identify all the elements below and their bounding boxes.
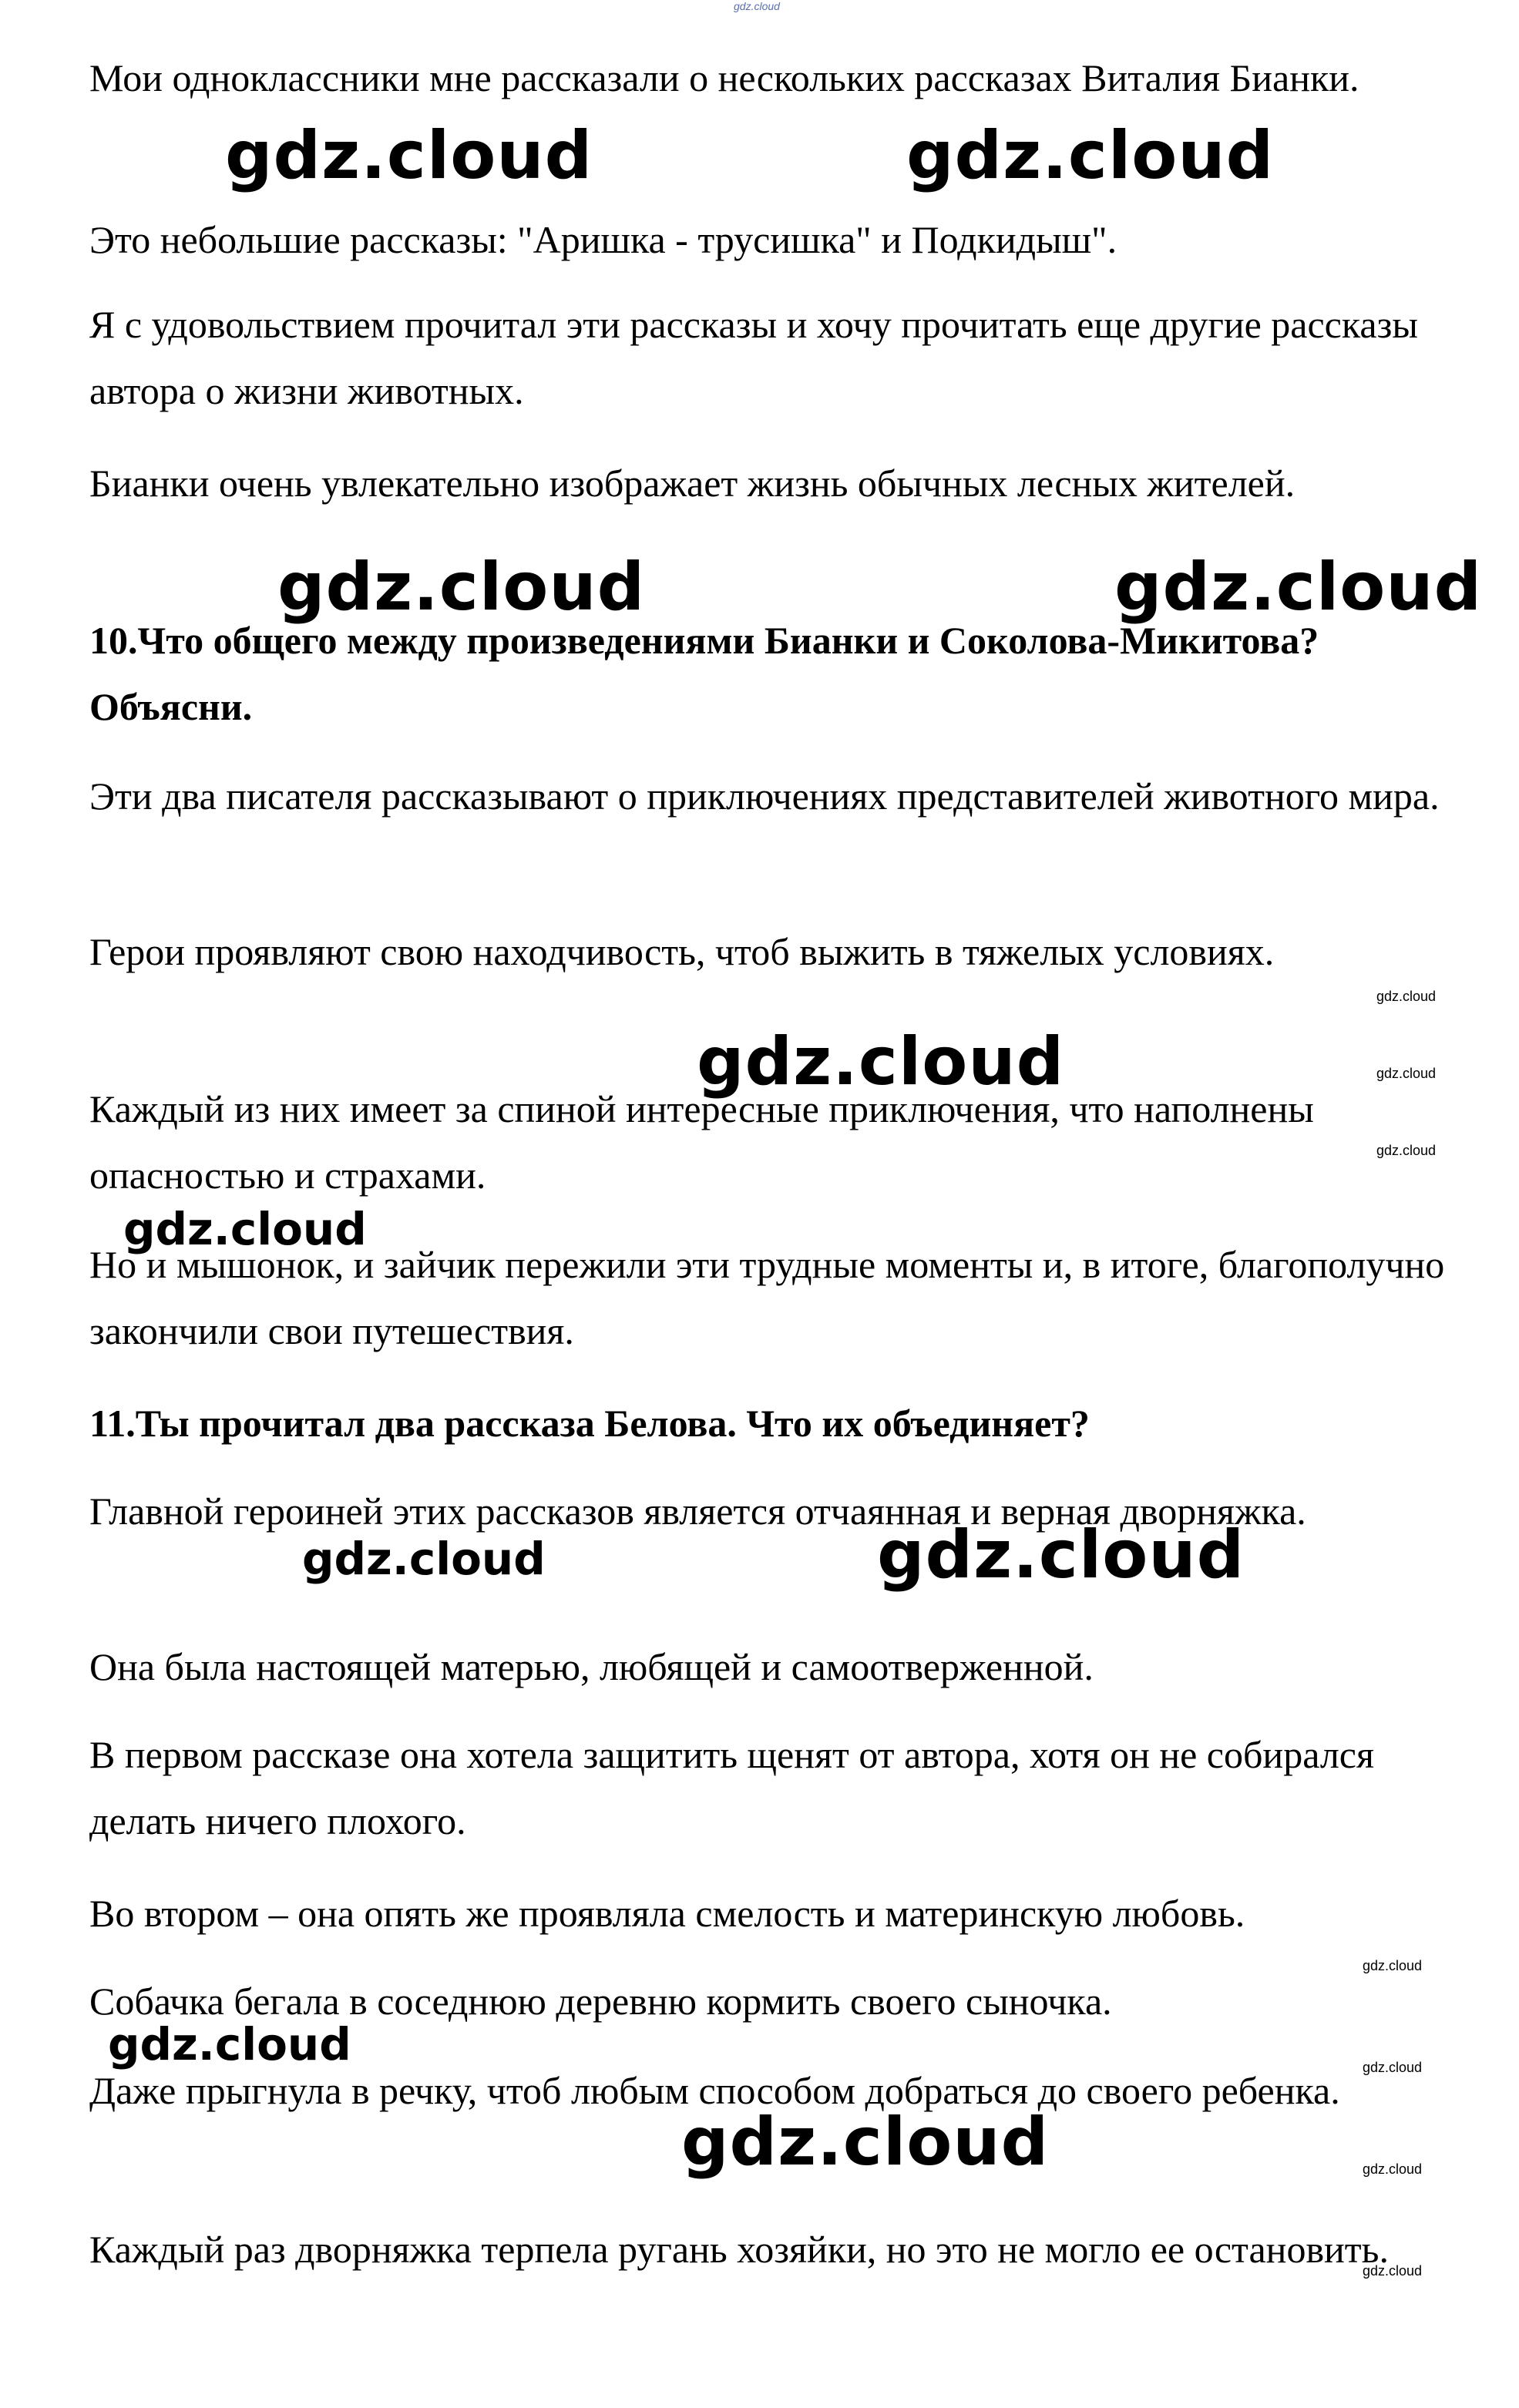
watermark-medium: gdz.cloud bbox=[302, 1533, 546, 1585]
watermark-medium: gdz.cloud bbox=[108, 2018, 351, 2070]
paragraph-jumped-river: Даже прыгнула в речку, чтоб любым способом добраться до своего ребенка. bbox=[89, 2069, 1340, 2112]
paragraph-every-time: Каждый раз дворняжка терпела ругань хозяйки, но это не могло ее остановить. bbox=[89, 2228, 1389, 2271]
watermark-large: gdz.cloud bbox=[277, 549, 646, 626]
watermark-large: gdz.cloud bbox=[681, 2104, 1050, 2181]
top-watermark: gdz.cloud bbox=[734, 0, 780, 12]
watermark-small: gdz.cloud bbox=[1363, 1958, 1423, 1973]
paragraph-first-story: В первом рассказе она хотела защитить щенят от автора, хотя он не собирался делать ничего плохого. bbox=[89, 1733, 1374, 1842]
paragraph-second-story: Во втором – она опять же проявляла смелость и материнскую любовь. bbox=[89, 1892, 1245, 1935]
watermark-small: gdz.cloud bbox=[1363, 2060, 1423, 2075]
watermark-small: gdz.cloud bbox=[1363, 2161, 1423, 2177]
watermark-small: gdz.cloud bbox=[1376, 989, 1437, 1004]
paragraph-main-heroine: Главной героиней этих рассказов является отчаянная и верная дворняжка. bbox=[89, 1489, 1306, 1533]
paragraph-adventures: Каждый из них имеет за спиной интересные приключения, что наполнены опасностью и страхами. bbox=[89, 1087, 1314, 1197]
paragraph-read-with-pleasure: Я с удовольствием прочитал эти рассказы и хочу прочитать еще другие рассказы автора о жизни животных. bbox=[89, 303, 1418, 412]
watermark-large: gdz.cloud bbox=[906, 117, 1275, 194]
paragraph-heroes-resourceful: Герои проявляют свою находчивость, чтоб выжить в тяжелых условиях. bbox=[89, 930, 1275, 973]
paragraph-dog-ran: Собачка бегала в соседнюю деревню кормить своего сыночка. bbox=[89, 1980, 1112, 2023]
paragraph-two-writers: Эти два писателя рассказывают о приключениях представителей животного мира. bbox=[89, 774, 1440, 818]
watermark-small: gdz.cloud bbox=[1363, 2263, 1423, 2279]
paragraph-short-stories: Это небольшие рассказы: "Аришка - трусишка" и Подкидыш". bbox=[89, 218, 1117, 261]
watermark-medium: gdz.cloud bbox=[123, 1203, 367, 1255]
watermark-large: gdz.cloud bbox=[697, 1023, 1065, 1100]
paragraph-true-mother: Она была настоящей матерью, любящей и самоотверженной. bbox=[89, 1645, 1094, 1688]
watermark-large: gdz.cloud bbox=[877, 1516, 1245, 1594]
paragraph-classmates: Мои одноклассники мне рассказали о нескольких рассказах Виталия Бианки. bbox=[89, 56, 1359, 99]
question-11: 11.Ты прочитал два рассказа Белова. Что их объединяет? bbox=[89, 1402, 1090, 1445]
question-10: 10.Что общего между произведениями Бианки и Соколова-Микитова? Объясни. bbox=[89, 619, 1319, 728]
watermark-large: gdz.cloud bbox=[225, 117, 593, 194]
paragraph-mouse-and-hare: Но и мышонок, и зайчик пережили эти трудные моменты и, в итоге, благополучно закончили свои путешествия. bbox=[89, 1243, 1445, 1352]
watermark-small: gdz.cloud bbox=[1376, 1066, 1437, 1081]
paragraph-bianki-depicts: Бианки очень увлекательно изображает жизнь обычных лесных жителей. bbox=[89, 462, 1296, 505]
watermark-large: gdz.cloud bbox=[1114, 549, 1483, 626]
watermark-small: gdz.cloud bbox=[1376, 1143, 1437, 1158]
